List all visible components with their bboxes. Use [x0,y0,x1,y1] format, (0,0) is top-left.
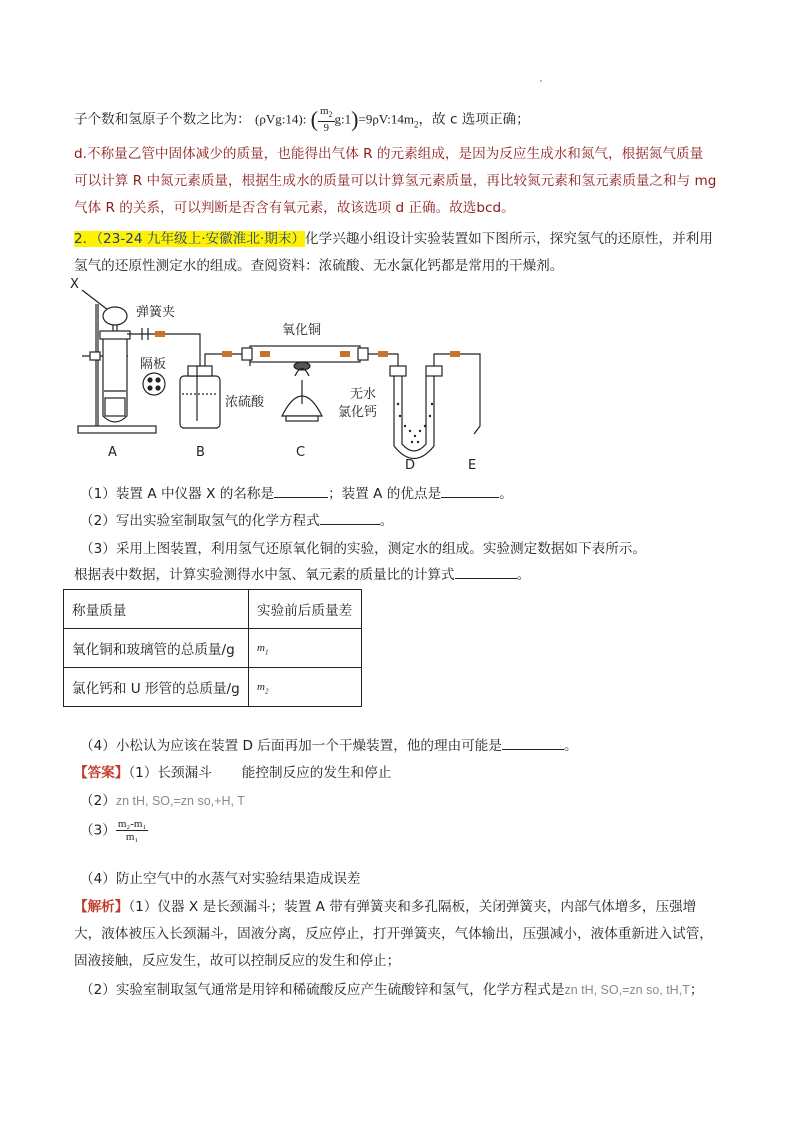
analysis-line-4: （2）实验室制取氢气通常是用锌和稀硫酸反应产生硫酸锌和氢气，化学方程式是zn tH, SO,=zn so, tH,T； [80,982,704,998]
answer-tag: 【答案】 [74,765,129,781]
table-cell: 氯化钙和 U 形管的总质量/g [64,668,249,707]
blank-4[interactable] [455,578,517,579]
label-partition: 隔板 [140,357,167,372]
answer-line-2: （2）zn tH, SO,=zn so,+H, T [80,793,245,809]
label-copper-oxide: 氧化铜 [282,323,322,338]
table-header-row [64,590,362,629]
subq-3-line-1: （3）采用上图装置，利用氢气还原氧化铜的实验，测定水的组成。实验测定数据如下表所示。 [80,541,646,557]
table-cell: $m_2$ [249,668,362,707]
question-number: 2． [74,231,97,247]
blank-2[interactable] [441,497,499,498]
analysis-tag: 【解析】 [74,899,129,915]
analysis-line-2: 大，液体被压入长颈漏斗，固液分离，反应停止，打开弹簧夹，气体输出，压强减小，液体重新进入试管， [74,926,713,942]
analysis-line-3: 固液接触，反应发生，故可以控制反应的发生和停止； [74,953,401,969]
subq-1: （1）装置 A 中仪器 X 的名称是 ；装置 A 的优点是 。 [80,486,513,502]
blank-1[interactable] [274,497,328,498]
table-row [64,668,362,707]
ratio-fraction: $\frac{m_2}{9}$ [319,105,333,135]
question-2-line-1: 2．（23-24 九年级上·安徽淮北·期末）化学兴趣小组设计实验装置如下图所示，探究氢气的还原性，并利用 [74,231,713,247]
table-header-cell: 实验前后质量差 [249,590,362,629]
table-cell: $m_1$ [249,629,362,668]
label-D: D [405,458,416,473]
apparatus-diagram [60,276,500,476]
blank-3[interactable] [320,524,380,525]
page-dot [540,80,542,82]
data-table [63,589,362,707]
blank-5[interactable] [502,749,564,750]
question-source: （23-24 九年级上·安徽淮北·期末） [96,231,306,247]
subq-3-line-2: 根据表中数据，计算实验测得水中氢、氧元素的质量比的计算式 。 [74,567,531,583]
answer-equation: zn tH, SO,=zn so,+H, T [115,794,245,808]
label-cacl2-2: 氯化钙 [338,405,378,420]
subq-4: （4）小松认为应该在装置 D 后面再加一个干燥装置，他的理由可能是 。 [80,738,578,754]
label-spring-clip: 弹簧夹 [136,305,176,320]
ratio-term-1: (ρVg:14): [255,111,307,127]
label-C: C [296,445,306,460]
table-row [64,629,362,668]
para-d-line-3: 气体 R 的关系，可以判断是否含有氧元素，故该选项 d 正确。故选bcd。 [74,200,515,216]
answer-line-4: （4）防止空气中的水蒸气对实验结果造成误差 [80,871,361,887]
ratio-pre: 子个数和氢原子个数之比为： [74,111,251,128]
label-B: B [196,445,205,460]
table-header-cell: 称量质量 [64,590,249,629]
subq-2: （2）写出实验室制取氢气的化学方程式 。 [80,513,394,529]
question-2-line-2: 氢气的还原性测定水的组成。查阅资料：浓硫酸、无水氯化钙都是常用的干燥剂。 [74,258,564,274]
answer-line-3: （3） $\frac{\text{m₂-m₁}}{\text{m₁}}$ [80,818,147,843]
label-X: X [70,277,79,292]
label-cacl2-1: 无水 [350,387,377,402]
answer-line-1: 【答案】（1）长颈漏斗 能控制反应的发生和停止 [74,765,392,781]
analysis-line-1: 【解析】（1）仪器 X 是长颈漏斗；装置 A 带有弹簧夹和多孔隔板，关闭弹簧夹，内部气体增多，压强增 [74,899,697,915]
answer-fraction: $\frac{\text{m₂-m₁}}{\text{m₁}}$ [117,818,147,843]
table-cell: 氧化铜和玻璃管的总质量/g [64,629,249,668]
calc-ratio-line: 子个数和氢原子个数之比为： (ρVg:14): ( $\frac{m_2}{9}$ $g:1)=9\rho V:14m_2$，故 c 选项正确； [74,105,530,135]
para-d-line-1: d.不称量乙管中固体减少的质量，也能得出气体 R 的元素组成，是因为反应生成水和氮气，根据氮气质量 [74,146,704,162]
para-d-line-2: 可以计算 R 中氮元素质量，根据生成水的质量可以计算氢元素质量，再比较氮元素和氢元素质量之和与 mg [74,173,717,189]
label-E: E [468,458,477,473]
label-conc-acid: 浓硫酸 [225,395,265,410]
label-A: A [108,445,117,460]
ratio-result: =9ρV:14m [358,111,414,127]
analysis-equation: zn tH, SO,=zn so, tH,T [564,983,690,997]
